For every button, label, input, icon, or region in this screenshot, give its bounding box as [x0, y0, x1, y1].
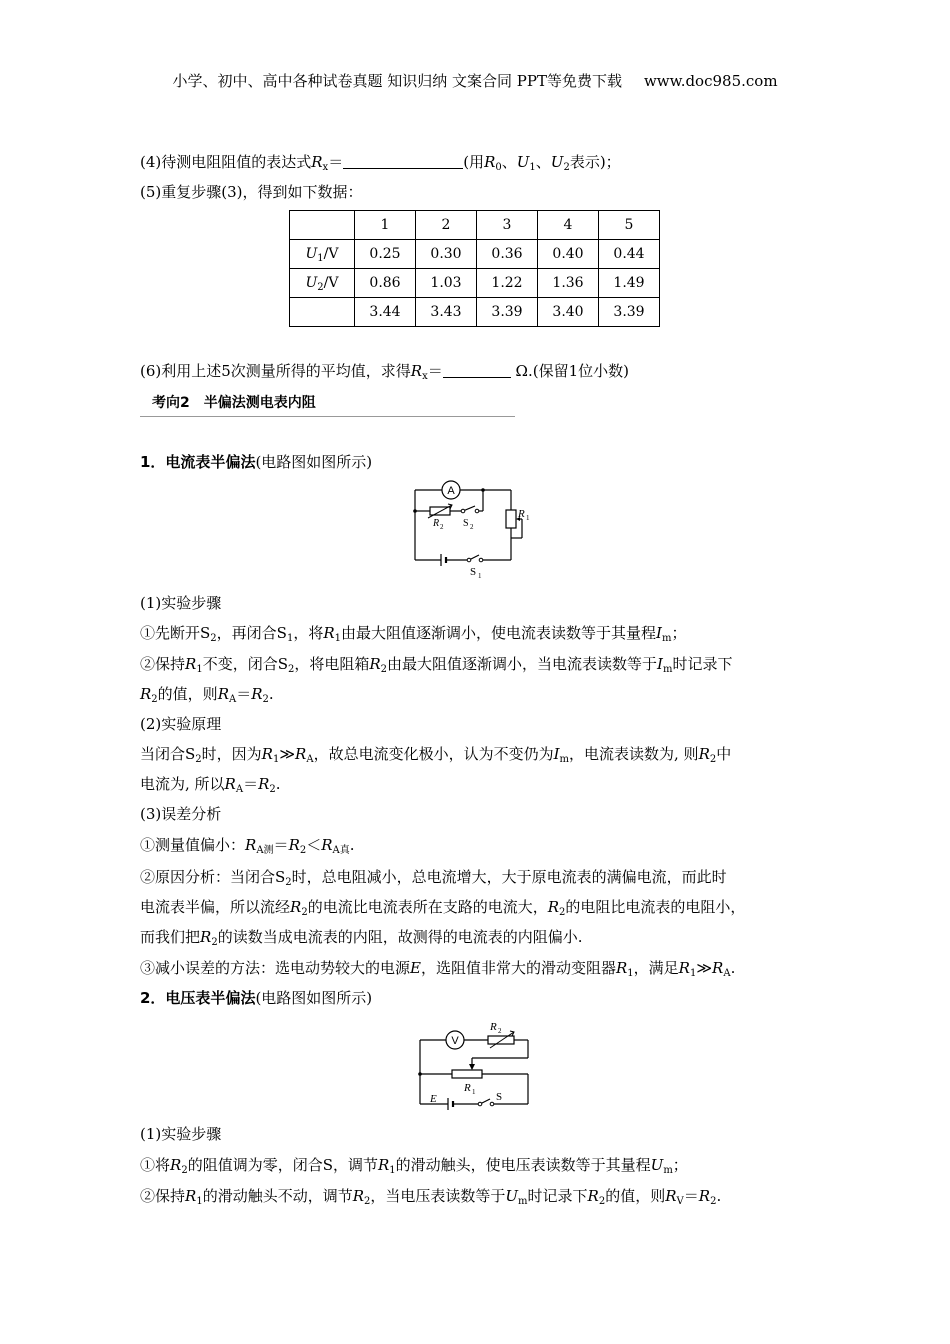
table-row: $U_1/V$ 0.25 0.30 0.36 0.40 0.44 — [290, 240, 660, 269]
page-header — [0, 70, 950, 91]
svg-text:2: 2 — [440, 523, 444, 531]
answer-blank[interactable] — [343, 154, 463, 169]
table-row: $U_2/V$ 0.86 1.03 1.22 1.36 1.49 — [290, 269, 660, 298]
svg-text:S: S — [496, 1091, 503, 1103]
step4-line: (4)待测电阻阻值的表达式$R_x=$ (用$R_0$、$U_1$、$U_2$表示)； — [140, 153, 621, 173]
svg-text:R: R — [490, 1021, 497, 1033]
step5-line: (5)重复步骤(3)，得到如下数据： — [140, 183, 363, 201]
svg-text:2: 2 — [470, 523, 474, 531]
svg-text:1: 1 — [478, 572, 482, 580]
voltmeter-half-deflection-circuit — [410, 1018, 540, 1113]
header-text: 小学、初中、高中各种试卷真题 知识归纳 文案合同 PPT等免费下载 — [172, 72, 622, 90]
svg-text:1: 1 — [526, 514, 530, 522]
svg-text:E: E — [430, 1093, 437, 1105]
svg-text:A: A — [447, 485, 455, 497]
svg-text:V: V — [451, 1035, 459, 1047]
variable-arrow-icon — [490, 1032, 514, 1048]
svg-text:S: S — [470, 566, 477, 578]
svg-text:R: R — [464, 1082, 471, 1094]
table-row: 3.44 3.43 3.39 3.40 3.39 — [290, 298, 660, 327]
svg-text:R: R — [433, 518, 440, 529]
header-url[interactable]: www.doc985.com — [643, 72, 778, 90]
svg-text:R: R — [518, 508, 525, 520]
section-tag: 考向2 半偏法测电表内阻 — [140, 391, 515, 417]
data-table — [289, 210, 660, 327]
svg-text:2: 2 — [498, 1027, 502, 1035]
ammeter-half-deflection-circuit — [405, 476, 535, 586]
slider-arrow-icon — [469, 1064, 475, 1070]
answer-blank[interactable] — [443, 363, 511, 378]
table-header-row: 1 2 3 4 5 — [290, 211, 660, 240]
svg-text:1: 1 — [472, 1088, 476, 1096]
step6-line: (6)利用上述5次测量所得的平均值，求得$R_x= \Omega$.(保留1位小数) — [140, 362, 629, 382]
part1-title: 1．电流表半偏法(电路图如图所示) — [140, 453, 373, 471]
svg-text:S: S — [463, 518, 469, 529]
part2-title: 2．电压表半偏法(电路图如图所示) — [140, 989, 373, 1007]
